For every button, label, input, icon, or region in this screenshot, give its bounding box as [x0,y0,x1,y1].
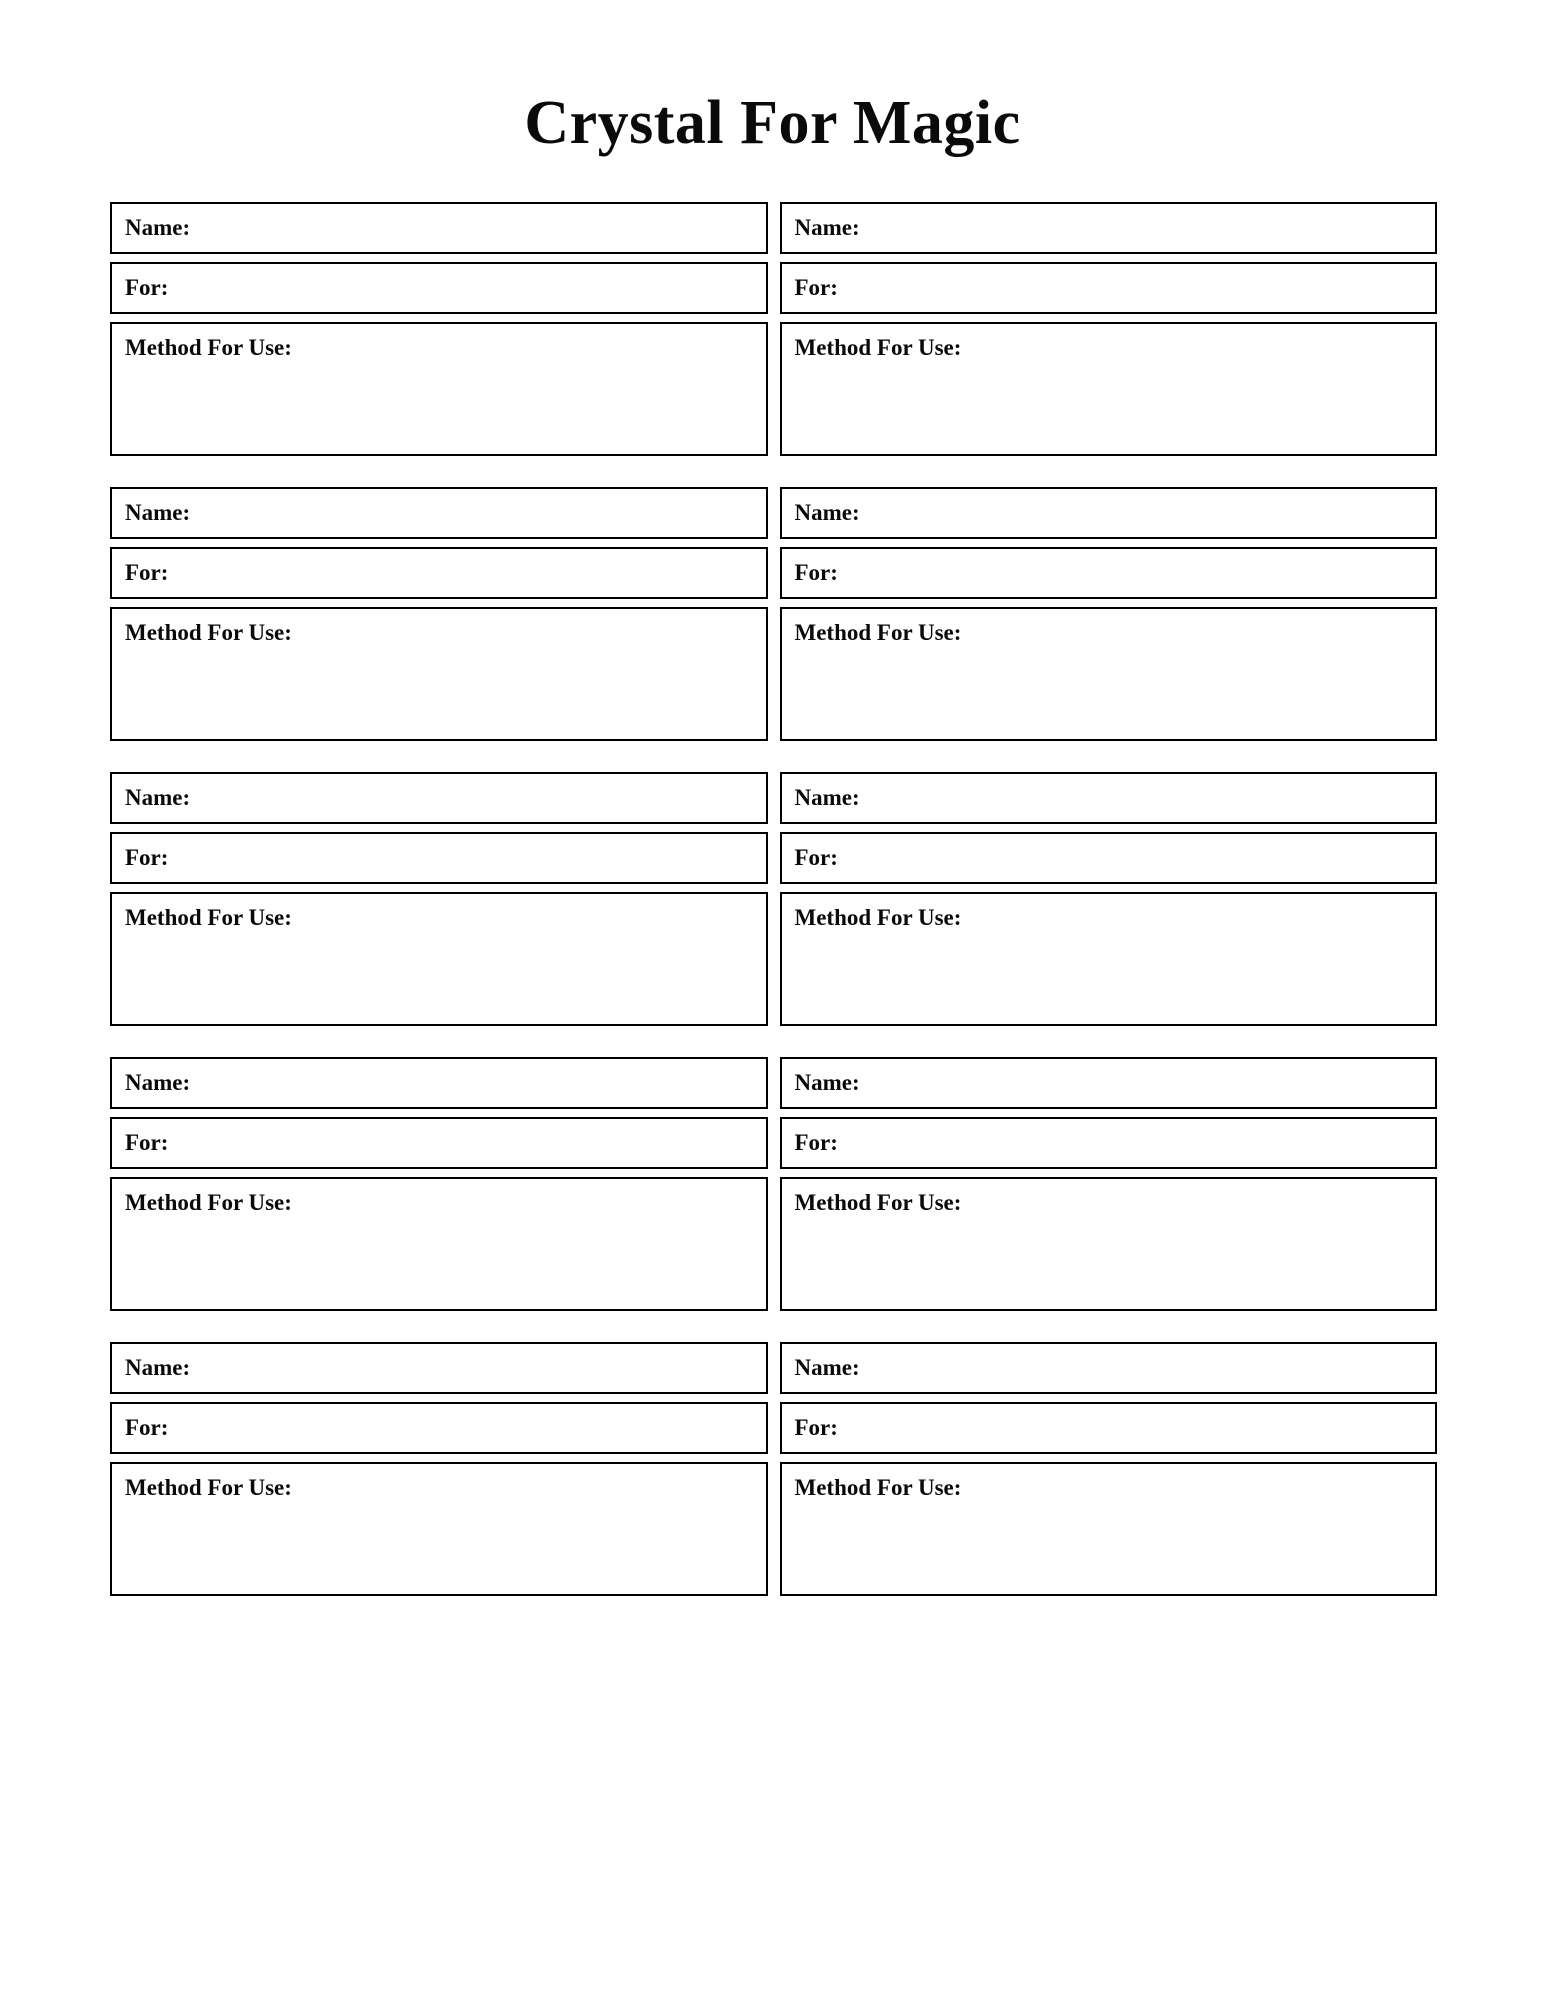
method-for-use-label: Method For Use: [125,1190,292,1215]
for-value[interactable] [795,870,1436,871]
crystal-entry-card [110,1057,768,1311]
method-for-use-value[interactable] [125,360,766,361]
for-field[interactable] [780,547,1438,599]
crystal-entry-card [110,202,768,456]
name-value[interactable] [795,810,1436,811]
for-label: For: [125,560,169,585]
name-field[interactable] [110,1057,768,1109]
name-label: Name: [794,785,860,810]
method-for-use-field[interactable] [780,892,1438,1026]
for-field[interactable] [780,262,1438,314]
name-label: Name: [125,1355,191,1380]
name-value[interactable] [795,1380,1436,1381]
name-label: Name: [794,215,860,240]
method-for-use-value[interactable] [125,645,766,646]
for-value[interactable] [795,585,1436,586]
for-field[interactable] [110,1402,768,1454]
method-for-use-label: Method For Use: [794,335,962,360]
crystal-entry-card [110,772,768,1026]
page-title: Crystal For Magic [524,89,1021,157]
method-for-use-value[interactable] [795,1500,1436,1501]
name-label: Name: [125,1070,191,1095]
method-for-use-value[interactable] [795,1215,1436,1216]
for-value[interactable] [125,1155,766,1156]
method-for-use-field[interactable] [780,607,1438,741]
name-label: Name: [794,1355,860,1380]
method-for-use-field[interactable] [110,607,768,741]
for-field[interactable] [110,1117,768,1169]
for-field[interactable] [780,1117,1438,1169]
method-for-use-label: Method For Use: [794,905,962,930]
method-for-use-value[interactable] [125,1500,766,1501]
name-value[interactable] [125,1095,766,1096]
for-field[interactable] [780,1402,1438,1454]
for-label: For: [794,845,838,870]
name-field[interactable] [780,202,1438,254]
for-field[interactable] [110,262,768,314]
method-for-use-label: Method For Use: [125,1475,292,1500]
name-label: Name: [125,500,191,525]
method-for-use-field[interactable] [110,892,768,1026]
method-for-use-field[interactable] [780,322,1438,456]
name-field[interactable] [110,202,768,254]
name-value[interactable] [795,240,1436,241]
method-for-use-label: Method For Use: [125,620,292,645]
method-for-use-label: Method For Use: [125,335,292,360]
for-field[interactable] [110,832,768,884]
method-for-use-label: Method For Use: [794,1190,962,1215]
method-for-use-value[interactable] [795,645,1436,646]
name-value[interactable] [125,240,766,241]
method-for-use-field[interactable] [780,1462,1438,1596]
crystal-entry-card [780,1342,1438,1596]
entry-row-group [110,202,1437,456]
entry-row-group [110,487,1437,741]
method-for-use-field[interactable] [110,322,768,456]
name-field[interactable] [780,1342,1438,1394]
crystal-entry-card [780,202,1438,456]
name-label: Name: [794,500,860,525]
for-label: For: [794,560,838,585]
method-for-use-value[interactable] [125,930,766,931]
entry-row-group [110,772,1437,1026]
name-value[interactable] [795,525,1436,526]
for-label: For: [125,1130,169,1155]
method-for-use-label: Method For Use: [125,905,292,930]
name-field[interactable] [780,487,1438,539]
crystal-entry-card [780,772,1438,1026]
entry-row-group [110,1342,1437,1596]
name-value[interactable] [125,1380,766,1381]
for-field[interactable] [780,832,1438,884]
for-value[interactable] [795,1155,1436,1156]
name-label: Name: [125,215,191,240]
for-value[interactable] [125,585,766,586]
method-for-use-label: Method For Use: [794,620,962,645]
name-field[interactable] [110,1342,768,1394]
for-label: For: [125,845,169,870]
for-label: For: [794,1130,838,1155]
for-value[interactable] [125,300,766,301]
name-value[interactable] [125,810,766,811]
for-field[interactable] [110,547,768,599]
method-for-use-value[interactable] [795,930,1436,931]
entry-row-group [110,1057,1437,1311]
crystal-entry-card [780,1057,1438,1311]
crystal-entry-card [110,1342,768,1596]
name-field[interactable] [780,1057,1438,1109]
name-label: Name: [794,1070,860,1095]
for-label: For: [125,275,169,300]
method-for-use-field[interactable] [110,1462,768,1596]
name-field[interactable] [780,772,1438,824]
for-value[interactable] [795,1440,1436,1441]
for-label: For: [125,1415,169,1440]
crystal-entry-sheet [0,202,1545,1596]
method-for-use-field[interactable] [780,1177,1438,1311]
for-label: For: [794,275,838,300]
crystal-entry-card [110,487,768,741]
for-value[interactable] [125,1440,766,1441]
name-value[interactable] [125,525,766,526]
method-for-use-label: Method For Use: [794,1475,962,1500]
method-for-use-value[interactable] [125,1215,766,1216]
for-value[interactable] [125,870,766,871]
name-label: Name: [125,785,191,810]
for-value[interactable] [795,300,1436,301]
for-label: For: [794,1415,838,1440]
method-for-use-field[interactable] [110,1177,768,1311]
method-for-use-value[interactable] [795,360,1436,361]
name-field[interactable] [110,772,768,824]
name-field[interactable] [110,487,768,539]
crystal-entry-card [780,487,1438,741]
name-value[interactable] [795,1095,1436,1096]
